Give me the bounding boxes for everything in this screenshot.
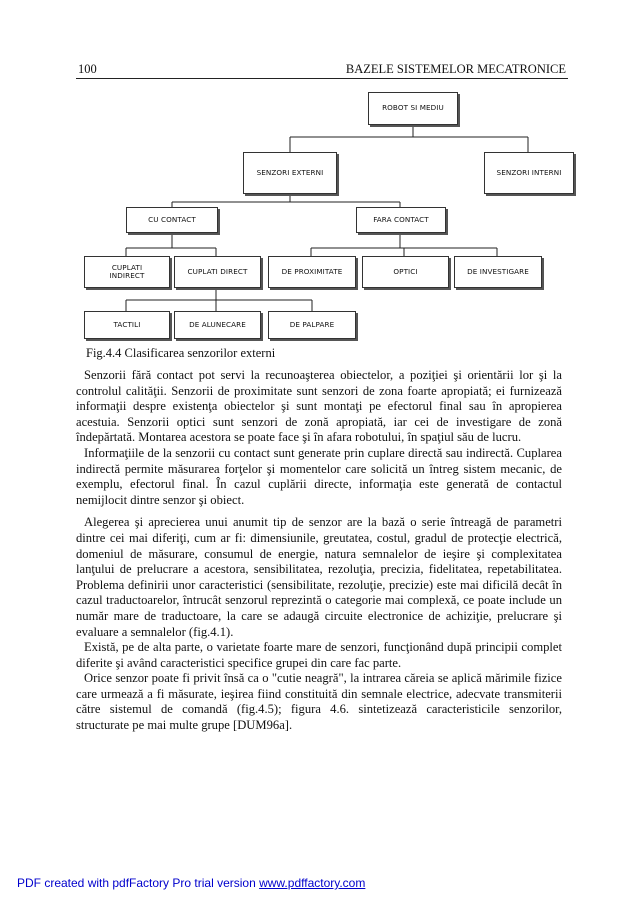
node-de-proximitate: DE PROXIMITATE (268, 256, 356, 288)
node-senzori-interni: SENZORI INTERNI (484, 152, 574, 194)
body-text (76, 368, 562, 734)
node-tactili: TACTILI (84, 311, 170, 339)
node-senzori-externi: SENZORI EXTERNI (243, 152, 337, 194)
paragraph: Alegerea şi aprecierea unui anumit tip de senzor are la bază o serie întreagă de parametri dintre cei mai diferiţi, cum ar fi: dimensiunile, greutatea, costul, gradul de protecţie electrică, domeniul de măsurare, consumul de energie, natura semnalelor de ieşire şi complexitatea lanţului de prelucrare a acestora, sensibilitatea, rezoluţia, precizia, fidelitatea, repetabilitatea. Problema definirii unor caracteristici (sensibilitate, rezoluţie, precizie) este mai dificilă decât în cazul traductoarelor, întrucât senzorul reprezintă o categorie mai complexă, ce poate include un număr mare de traductoare, la care se adaugă circuite electronice de achiziţie, prelucrare şi evaluare a semnalelor (fig.4.1). (76, 515, 562, 639)
paragraph: Orice senzor poate fi privit însă ca o "cutie neagră", la intrarea căreia se aplică mărimile fizice care urmează a fi măsurate, ieşirea fiind constituită din semnale electrice, adecvate transmiterii către sistemul de comandă (fig.4.5); figura 4.6. sintetizează caracteristicile senzorilor, structurate pe mai multe grupe [DUM96a]. (76, 671, 562, 733)
node-robot-si-mediu: ROBOT SI MEDIU (368, 92, 458, 125)
paragraph: Există, pe de alta parte, o varietate foarte mare de senzori, funcţionând după principii complet diferite şi având caracteristici specifice grupei din care fac parte. (76, 640, 562, 670)
page-number: 100 (78, 62, 97, 76)
running-title: BAZELE SISTEMELOR MECATRONICE (345, 62, 566, 76)
footer-link[interactable]: www.pdffactory.com (259, 876, 366, 890)
node-optici: OPTICI (362, 256, 449, 288)
node-de-palpare: DE PALPARE (268, 311, 356, 339)
node-de-alunecare: DE ALUNECARE (174, 311, 261, 339)
paragraph: Senzorii fără contact pot servi la recunoaşterea obiectelor, a poziţiei şi orientării lor şi la controlul calităţii. Senzorii de proximitate sunt senzori de zona foarte apropiată; ei furnizează informaţii despre existenţa obiectelor şi sunt montaţi pe efectorul final sau în apropierea acestuia. Senzorii optici sunt senzori de zonă apropiată, iar cei de investigare de zonă îndepărtată. Montarea acestora se poate face şi în afara robotului, în spaţiul său de lucru. (76, 368, 562, 445)
figure-caption: Fig.4.4 Clasificarea senzorilor externi (86, 346, 276, 360)
node-fara-contact: FARA CONTACT (356, 207, 446, 233)
node-de-investigare: DE INVESTIGARE (454, 256, 542, 288)
node-cu-contact: CU CONTACT (126, 207, 218, 233)
pdf-footer (17, 876, 365, 890)
paragraph: Informaţiile de la senzorii cu contact sunt generate prin cuplare directă sau indirectă. Cuplarea indirectă permite măsurarea forţelor şi momentelor care solicită un întreg sistem mecanic, de exemplu, efectorul final. În cazul cuplării directe, informaţia este generată de contactul nemijlocit dintre senzor şi obiect. (76, 445, 562, 507)
node-cuplati-indirect: CUPLATI INDIRECT (84, 256, 170, 288)
node-cuplati-direct: CUPLATI DIRECT (174, 256, 261, 288)
footer-text: PDF created with pdfFactory Pro trial version (17, 876, 260, 890)
